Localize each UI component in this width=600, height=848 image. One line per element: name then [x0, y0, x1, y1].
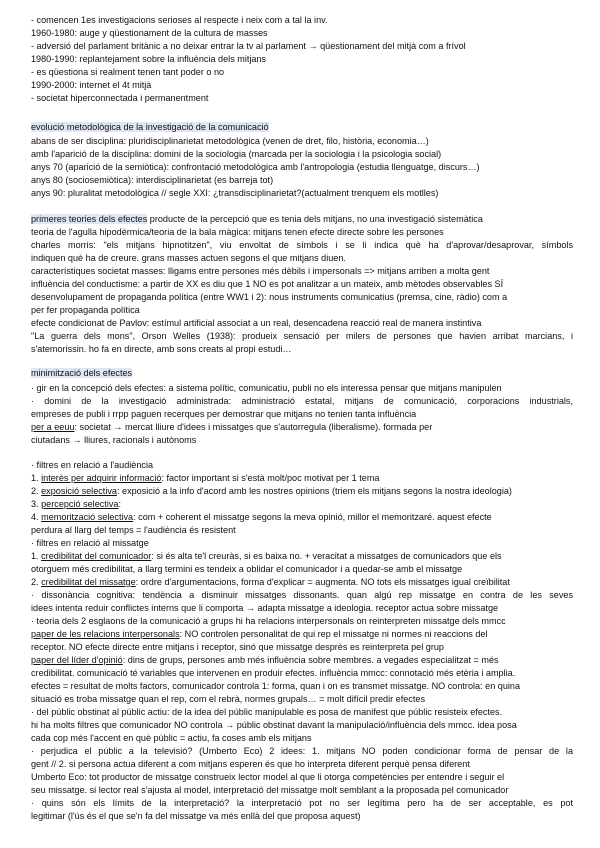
text-line	[31, 654, 573, 667]
underlined-term: interès per adquirir informació	[41, 473, 162, 483]
text-line: anys 90: pluralitat metodològica // segle XXI: ¿transdisciplinarietat?(actualment trenquem els motlles)	[31, 188, 439, 198]
underlined-term: credibilitat del missatge	[41, 577, 136, 587]
text-line: 1980-1990: replantejament sobre la influència dels mitjans	[31, 54, 267, 64]
text-line: credibilitat. comunicació té variables que intervenen en produir efectes. influència mmcc: connotació més etèria i amplia.	[31, 668, 516, 678]
text-line: "La guerra dels mons", Orson Welles (1938): produeix sensació per milers de persones que havien arribat marcians, i	[31, 331, 573, 341]
text-line: ciutadans → lliures, racionals i autònoms	[31, 435, 197, 445]
text-line: - adversió del parlament britànic a no deixar entrar la tv al parlament → qüestionament del mitjà com a frívol	[31, 41, 466, 51]
text-line: · quins són els límits de la interpretació? la interpretació pot no ser legítima pero ha de ser acceptable, es pot	[31, 798, 573, 808]
text-line	[31, 628, 573, 641]
text-line: amb l'aparició de la disciplina: domini de la sociologia (marcada per la sociologia i la psicologia social)	[31, 149, 442, 159]
line-text: : societat → mercat lliure d'idees i missatges que s'autorregula (liberalisme). formada per	[74, 422, 433, 432]
line-text: : exposició a la info d'acord amb les nostres opinions (triem els mitjans segons la nostra ideologia)	[116, 486, 512, 496]
text-line: cada cop més l'accent en què públic = actiu, fa coses amb els mitjans	[31, 733, 312, 743]
text-line: 1990-2000: internet el 4t mitjà	[31, 80, 152, 90]
text-line: · dissonància cognitiva: tendència a disminuir missatges dissonants. quan algú rep missatge en contra de les seves	[31, 590, 573, 600]
text-line: · gir en la concepció dels efectes: a sistema polític, comunicatiu, publi no els interessa pensar que mitjans manipulen	[31, 383, 502, 393]
heading-continuation: producte de la percepció que es tenia dels mitjans, no una investigació sistemàtica	[147, 214, 483, 224]
line-text: : si és alta te'l creuràs, si es baixa no. + veracitat a missatges de comunicadors que els	[151, 551, 502, 561]
line-text: : dins de grups, persones amb més influència sobre membres. a vegades especialitzat = més	[122, 655, 499, 665]
heading-highlight: primeres teories dels efectes	[31, 214, 148, 224]
text-line: Umberto Eco: tot productor de missatge construeix lector model al que li otorga competències per entendre i seguir el	[31, 772, 505, 782]
text-line: influència del conductisme: a partir de XX es diu que 1 NO es pot analitzar a un mateix, amb mètodes observables SÍ	[31, 279, 504, 289]
line-text: : ordre d'argumentacions, forma d'explicar = augmenta. NO tots els missatges igual creïbilitat	[135, 577, 510, 587]
item-number: 1.	[31, 473, 42, 483]
text-line: efectes = resultat de molts factors, comunicador controla 1: forma, quan i on es transmet missatge. NO controla: en quina	[31, 681, 521, 691]
text-line: seu missatge. si lector real s'ajusta al model, interpretació del missatge molt semblant a la proposada pel comunicador	[31, 785, 509, 795]
text-line: - comencen 1es investigacions serioses al respecte i neix com a tal la inv.	[31, 15, 328, 25]
text-line: per fer propaganda política	[31, 305, 140, 315]
item-number: 4.	[31, 512, 42, 522]
text-line	[31, 421, 573, 434]
text-line	[31, 511, 573, 524]
text-line: anys 80 (sociosemiòtica): interdisciplinarietat (es barreja tot)	[31, 175, 274, 185]
line-text: : factor important si s'està molt/poc motivat per 1 tema	[161, 473, 380, 483]
section-heading	[31, 367, 573, 380]
text-line: charles morris: "els mitjans hipnotitzen", viu envoltat de símbols i se li indica què ha d'aprovar/desaprovar, símbols	[31, 240, 573, 250]
text-line: · del públic obstinat al públic actiu: de la idea del públic manipulable es posa de manifest que públic resisteix efectes.	[31, 707, 503, 717]
text-line: teoria de l'agulla hipodèrmica/teoria de la bala màgica: mitjans tenen efecte directe sobre les persones	[31, 227, 444, 237]
text-line: idees intenta reduir conflictes interns que li comporta → adapta missatge a ideologia. receptor actua sobre missatge	[31, 603, 499, 613]
text-line: · perjudica el públic a la televisió? (Umberto Eco) 2 idees: 1. mitjans NO poden condicionar forma de pensar de la	[31, 746, 573, 756]
text-line: s'atemorissin. ho fa en directe, amb sons creats al propi estudi…	[31, 344, 292, 354]
item-number: 1.	[31, 551, 42, 561]
text-line: abans de ser disciplina: pluridisciplinarietat metodològica (venen de dret, filo, història, economia…)	[31, 136, 429, 146]
text-line: empreses de publi i rrpp paguen recerques per demostrar que mitjans no tenien tanta influència	[31, 409, 417, 419]
text-line: situació es troba missatge quan el rep, com el rebrà, normes grupals… = molt difícil predir efectes	[31, 694, 425, 704]
text-line: otorguem més credibilitat, a llarg termini es tendeix a oblidar el comunicador i a quedar-se amb el missatge	[31, 564, 463, 574]
text-line: · filtres en relació a l'audiència	[31, 460, 154, 470]
text-line: - es qüestiona si realment tenen tant poder o no	[31, 67, 225, 77]
item-number: 3.	[31, 499, 42, 509]
underlined-term: per a eeuu	[31, 422, 75, 432]
underlined-term: exposició selectiva	[41, 486, 117, 496]
text-line: legitimar (l'ús és el que se'n fa del missatge va més enllà del que proposa aquest)	[31, 811, 361, 821]
underlined-term: paper de les relacions interpersonals	[31, 629, 180, 639]
heading-highlight: minimització dels efectes	[31, 368, 133, 378]
text-line: indiquen què ha de creure. grans masses actuen segons el que mitjans diuen.	[31, 253, 346, 263]
underlined-term: credibilitat del comunicador	[41, 551, 152, 561]
underlined-term: percepció selectiva	[41, 499, 119, 509]
line-text: : NO controlen personalitat de qui rep el missatge ni normes ni reaccions del	[179, 629, 488, 639]
item-number: 2.	[31, 577, 42, 587]
line-text: :	[118, 499, 121, 509]
text-line: - societat hiperconnectada i permanentment	[31, 93, 209, 103]
underlined-term: memorització selectiva	[41, 512, 134, 522]
text-line: 1960-1980: auge y qüestionament de la cultura de masses	[31, 28, 268, 38]
item-number: 2.	[31, 486, 42, 496]
text-line: efecte condicionat de Pavlov: estímul artificial associat a un real, desencadena reacció real de manera instintiva	[31, 318, 482, 328]
line-text: : com + coherent el missatge segons la meva opinió, millor el memoritzaré. aquest efecte	[133, 512, 492, 522]
text-line: · filtres en relació al missatge	[31, 538, 149, 548]
section-heading	[31, 121, 573, 134]
text-line: · teoria dels 2 esglaons de la comunicació a grups hi ha relacions interpersonals on reinterpreten missatge dels mmcc	[31, 616, 506, 626]
text-line: receptor. NO efecte directe entre mitjans i receptor, sinó que missatge desprès es reinterpreta pel grup	[31, 642, 444, 652]
text-line: desenvolupament de propaganda política (entre WW1 i 2): nous instruments comunicatius (premsa, cine, ràdio) com a	[31, 292, 508, 302]
text-line: anys 70 (aparició de la semiòtica): confrontació metodològica amb l'antropologia (estudia llenguatge, discurs…)	[31, 162, 480, 172]
text-line: perdura al llarg del temps = l'audiència és resistent	[31, 525, 236, 535]
section-heading-line	[31, 213, 573, 226]
text-line	[31, 550, 573, 563]
text-line	[31, 485, 573, 498]
text-line	[31, 576, 573, 589]
text-line	[31, 498, 573, 511]
heading-highlight: evolució metodològica de la investigació de la comunicació	[31, 122, 269, 132]
text-line: gent // 2. si persona actua diferent a com mitjans esperen és que ho interpreta diferent perquè pensa diferent	[31, 759, 470, 769]
text-line	[31, 472, 573, 485]
text-line: característiques societat masses: lligams entre persones més dèbils i impersonals => mitjans arriben a molta gent	[31, 266, 490, 276]
underlined-term: paper del líder d'opinió	[31, 655, 123, 665]
text-line: hi ha molts filtres que comunicador NO controla → públic obstinat davant la manipulació/influència dels mmcc. idea posa	[31, 720, 517, 730]
text-line: · domini de la investigació administrada: administració estatal, mitjans de comunicació, corporacions industrials,	[31, 396, 573, 406]
